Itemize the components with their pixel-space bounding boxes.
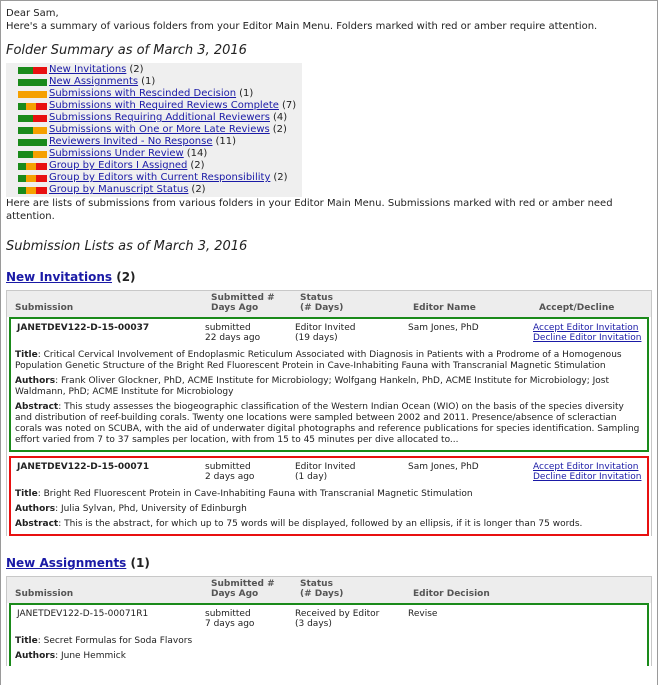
folder-count: (1) — [239, 88, 254, 99]
authors-text: : Julia Sylvan, Phd, University of Edinburgh — [55, 504, 247, 514]
submission-lists-heading: Submission Lists as of March 3, 2016 — [6, 239, 248, 254]
status-bar-icon — [18, 151, 47, 158]
title-label: Title — [15, 636, 38, 646]
folder-row — [18, 172, 296, 184]
editor-decision: Revise — [408, 609, 438, 619]
editor-name: Sam Jones, PhD — [408, 462, 479, 472]
folder-link[interactable]: Submissions Requiring Additional Reviewers — [49, 112, 270, 123]
status-bar-icon — [18, 67, 47, 74]
folder-count: (2) — [272, 124, 287, 135]
header-submission: Submission — [15, 303, 74, 313]
editor-name: Sam Jones, PhD — [408, 323, 479, 333]
new-invitations-link[interactable]: New Invitations — [6, 270, 113, 284]
folder-row — [18, 136, 296, 148]
folder-count: (2) — [273, 172, 288, 183]
status-days: (3 days) — [295, 619, 332, 629]
status-bar-green-segment — [18, 151, 33, 158]
days-ago: 7 days ago — [205, 619, 255, 629]
folder-count: (7) — [281, 100, 297, 111]
authors-label: Authors — [15, 376, 56, 386]
folder-row — [18, 184, 296, 196]
title-label: Title — [15, 489, 38, 499]
submitted-label: submitted — [205, 609, 251, 619]
status: Received by Editor — [295, 609, 380, 619]
status-bar-icon — [18, 103, 47, 110]
status-bar-green-segment — [18, 127, 33, 134]
new-invitations-section-title — [6, 270, 651, 284]
table-header — [7, 577, 651, 603]
status-bar-amber-segment — [26, 175, 36, 182]
folder-count: (2) — [129, 64, 144, 75]
status-bar-green-segment — [18, 103, 26, 110]
abstract-label: Abstract — [15, 402, 59, 412]
folder-count: (2) — [191, 184, 206, 195]
header-submitted-2: Days Ago — [211, 303, 259, 313]
accept-cell — [533, 462, 639, 472]
folder-link[interactable]: Group by Editors I Assigned — [49, 160, 188, 171]
submitted-label: submitted — [205, 462, 251, 472]
status-days: (1 day) — [295, 472, 328, 482]
status-bar-green-segment — [18, 163, 26, 170]
record-authors — [15, 651, 643, 662]
status-bar-icon — [18, 175, 47, 182]
status-bar-green-segment — [18, 139, 47, 146]
folder-count: (2) — [190, 160, 205, 171]
folder-count: (4) — [273, 112, 288, 123]
header-editor-name: Editor Name — [413, 303, 476, 313]
folder-row — [18, 76, 296, 88]
status-bar-red-segment — [36, 187, 47, 194]
status-bar-green-segment — [18, 175, 26, 182]
new-invitations-table — [6, 290, 652, 536]
status-bar-icon — [18, 115, 47, 122]
authors-label: Authors — [15, 504, 56, 514]
folder-row — [18, 112, 296, 124]
status-bar-icon — [18, 139, 47, 146]
status-bar-icon — [18, 79, 47, 86]
status-bar-amber-segment — [26, 103, 36, 110]
status-bar-amber-segment — [33, 151, 47, 158]
folder-link[interactable]: Submissions with One or More Late Reviews — [49, 124, 270, 135]
status-bar-icon — [18, 127, 47, 134]
status-bar-green-segment — [18, 115, 33, 122]
submission-record — [9, 317, 649, 452]
status-bar-amber-segment — [26, 163, 36, 170]
header-status-1: Status — [300, 579, 333, 589]
status-bar-icon — [18, 91, 47, 98]
record-authors — [15, 376, 643, 398]
authors-text: : Frank Oliver Glockner, PhD, ACME Institute for Microbiology; Wolfgang Hankeln, PhD, ACME Institute for Microbiology; Jost Waldmann, PhD; ACME Institute for Microbiology — [15, 376, 610, 397]
status: Editor Invited — [295, 462, 356, 472]
status-bar-green-segment — [18, 187, 26, 194]
folder-count: (11) — [215, 136, 237, 147]
status-bar-icon — [18, 187, 47, 194]
record-title — [15, 489, 643, 500]
new-invitations-count: (2) — [116, 270, 136, 284]
status-bar-amber-segment — [18, 91, 47, 98]
title-text: : Critical Cervical Involvement of Endoplasmic Reticulum Associated with Diagnosis in Patients with a Prodrome of a Homogenous Population Genetic Structure of the Bright Red Fluorescent Protein in Cave-Inhabiting Fauna with Transcranial Magnetic Stimulation — [15, 350, 622, 371]
status-bar-red-segment — [36, 175, 47, 182]
days-ago: 2 days ago — [205, 472, 255, 482]
status-bar-amber-segment — [33, 127, 47, 134]
header-submitted-1: Submitted # — [211, 293, 275, 303]
folder-link[interactable]: New Invitations — [49, 64, 127, 75]
record-title — [15, 636, 643, 647]
accept-invitation-link[interactable]: Accept Editor Invitation — [533, 323, 639, 333]
new-assignments-table — [6, 576, 652, 666]
status-bar-red-segment — [36, 163, 47, 170]
folder-link[interactable]: Group by Editors with Current Responsibility — [49, 172, 271, 183]
new-assignments-count: (1) — [130, 556, 150, 570]
folder-link[interactable]: Submissions Under Review — [49, 148, 184, 159]
folder-row — [18, 124, 296, 136]
folder-link[interactable]: Submissions with Required Reviews Complete — [49, 100, 279, 111]
header-status-2: (# Days) — [300, 589, 344, 599]
folder-row — [18, 100, 296, 112]
submitted-label: submitted — [205, 323, 251, 333]
folder-link[interactable]: Group by Manuscript Status — [49, 184, 189, 195]
manuscript-id: JANETDEV122-D-15-00037 — [17, 323, 150, 333]
submission-record — [9, 456, 649, 536]
decline-cell — [533, 472, 641, 482]
header-submitted-1: Submitted # — [211, 579, 275, 589]
abstract-text: : This study assesses the biogeographic classification of the Western Indian Ocean (WIO) on the basis of the species diversity and distribution of reef-building corals. Twenty one locations were sampled between 2002 and 2011. Presence/absence of scleractian corals was noted on SCUBA, with the aid of underwater digital photographs and reference publications for species identification. Sampling effort varied from 7 to 37 samples per location, with from 15 to 45 minutes per dive allocated to... — [15, 402, 640, 445]
status-bar-icon — [18, 163, 47, 170]
new-assignments-section-title — [6, 556, 651, 570]
accept-invitation-link[interactable]: Accept Editor Invitation — [533, 462, 639, 472]
status: Editor Invited — [295, 323, 356, 333]
record-authors — [15, 504, 643, 515]
record-abstract — [15, 519, 643, 530]
folder-link[interactable]: Reviewers Invited - No Response — [49, 136, 213, 147]
folder-row — [18, 148, 296, 160]
abstract-text: : This is the abstract, for which up to 75 words will be displayed, followed by an ellipsis, if it is longer than 75 words. — [58, 519, 583, 529]
submission-record — [9, 603, 649, 666]
folder-summary-heading: Folder Summary as of March 3, 2016 — [6, 43, 247, 58]
status-bar-green-segment — [18, 67, 33, 74]
accept-cell — [533, 323, 639, 333]
folder-count: (1) — [141, 76, 156, 87]
days-ago: 22 days ago — [205, 333, 261, 343]
status-bar-red-segment — [33, 115, 47, 122]
header-status-1: Status — [300, 293, 333, 303]
header-submission: Submission — [15, 589, 74, 599]
title-label: Title — [15, 350, 38, 360]
decline-invitation-link[interactable]: Decline Editor Invitation — [533, 333, 642, 343]
header-editor-decision: Editor Decision — [413, 589, 490, 599]
status-bar-amber-segment — [26, 187, 36, 194]
folder-row — [18, 160, 296, 172]
status-bar-red-segment — [33, 67, 47, 74]
folder-link[interactable]: New Assignments — [49, 76, 139, 87]
status-bar-red-segment — [36, 103, 47, 110]
decline-cell — [533, 333, 641, 343]
status-days: (19 days) — [295, 333, 338, 343]
status-bar-green-segment — [18, 79, 47, 86]
folder-count: (14) — [186, 148, 208, 159]
summary-text: Here's a summary of various folders from your Editor Main Menu. Folders marked with red or amber require attention. — [6, 21, 598, 32]
header-submitted-2: Days Ago — [211, 589, 259, 599]
header-accept-decline: Accept/Decline — [539, 303, 615, 313]
manuscript-id: JANETDEV122-D-15-00071 — [17, 462, 150, 472]
folder-row — [18, 88, 296, 100]
record-title — [15, 350, 643, 372]
title-text: : Bright Red Fluorescent Protein in Cave-Inhabiting Fauna with Transcranial Magnetic Stimulation — [37, 489, 473, 499]
record-abstract — [15, 402, 643, 446]
decline-invitation-link[interactable]: Decline Editor Invitation — [533, 472, 642, 482]
folder-summary-list — [6, 63, 302, 197]
greeting: Dear Sam, — [6, 8, 59, 19]
authors-text: : June Hemmick — [55, 651, 126, 661]
title-text: : Secret Formulas for Soda Flavors — [37, 636, 193, 646]
header-status-2: (# Days) — [300, 303, 344, 313]
new-assignments-link[interactable]: New Assignments — [6, 556, 127, 570]
table-header — [7, 291, 651, 317]
lists-text: Here are lists of submissions from various folders in your Editor Main Menu. Submissions marked with red or amber need attention. — [6, 198, 613, 222]
abstract-label: Abstract — [15, 519, 59, 529]
authors-label: Authors — [15, 651, 56, 661]
manuscript-id: JANETDEV122-D-15-00071R1 — [17, 609, 149, 619]
folder-row — [18, 64, 296, 76]
folder-link[interactable]: Submissions with Rescinded Decision — [49, 88, 237, 99]
